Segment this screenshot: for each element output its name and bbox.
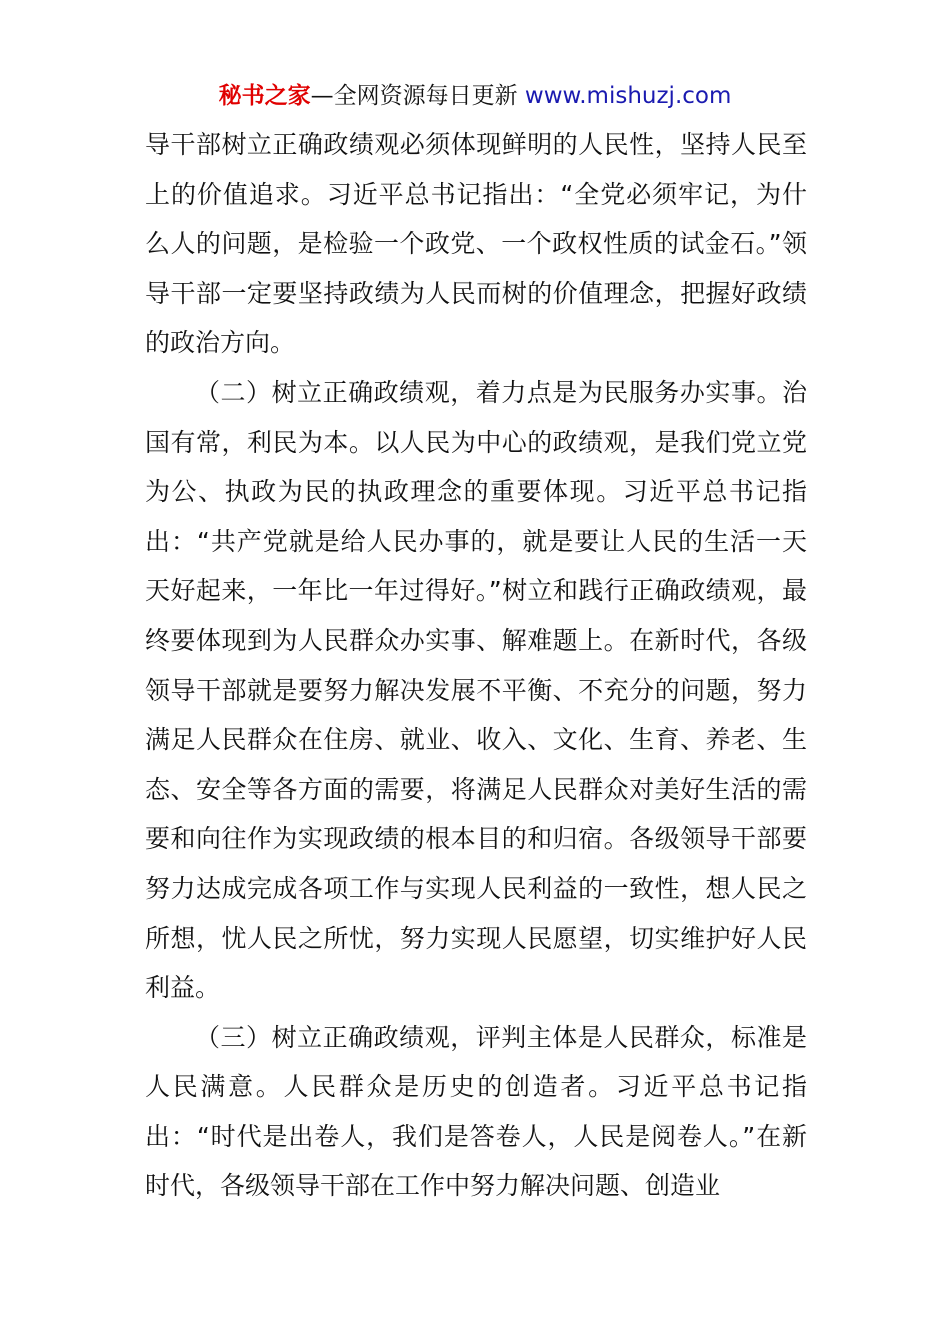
header-tagline: —全网资源每日更新 bbox=[310, 83, 518, 109]
paragraph-continuation: 导干部树立正确政绩观必须体现鲜明的人民性，坚持人民至上的价值追求。习近平总书记指出：“全党必须牢记，为什么人的问题，是检验一个政党、一个政权性质的试金石。”领导干部一定要坚持政绩为人民而树的价值理念，把握好政绩的政治方向。 bbox=[145, 130, 807, 358]
paragraph-section-two: （二）树立正确政绩观，着力点是为民服务办实事。治国有常，利民为本。以人民为中心的政绩观，是我们党立党为公、执政为民的执政理念的重要体现。习近平总书记指出：“共产党就是给人民办事的，就是要让人民的生活一天天好起来，一年比一年过得好。”树立和践行正确政绩观，最终要体现到为人民群众办实事、解难题上。在新时代，各级领导干部就是要努力解决发展不平衡、不充分的问题，努力满足人民群众在住房、就业、收入、文化、生育、养老、生态、安全等各方面的需要，将满足人民群众对美好生活的需要和向往作为实现政绩的根本目的和归宿。各级领导干部要努力达成完成各项工作与实现人民利益的一致性，想人民之所想，忧人民之所忧，努力实现人民愿望，切实维护好人民利益。 bbox=[145, 377, 807, 1003]
site-header bbox=[0, 80, 950, 112]
brand-name: 秘书之家 bbox=[218, 83, 311, 109]
site-url-link[interactable]: www.mishuzj.com bbox=[524, 83, 732, 109]
paragraph-section-three: （三）树立正确政绩观，评判主体是人民群众，标准是人民满意。人民群众是历史的创造者。习近平总书记指出：“时代是出卷人，我们是答卷人，人民是阅卷人。”在新时代，各级领导干部在工作中努力解决问题、创造业 bbox=[145, 1022, 807, 1201]
document-body bbox=[145, 120, 807, 1211]
